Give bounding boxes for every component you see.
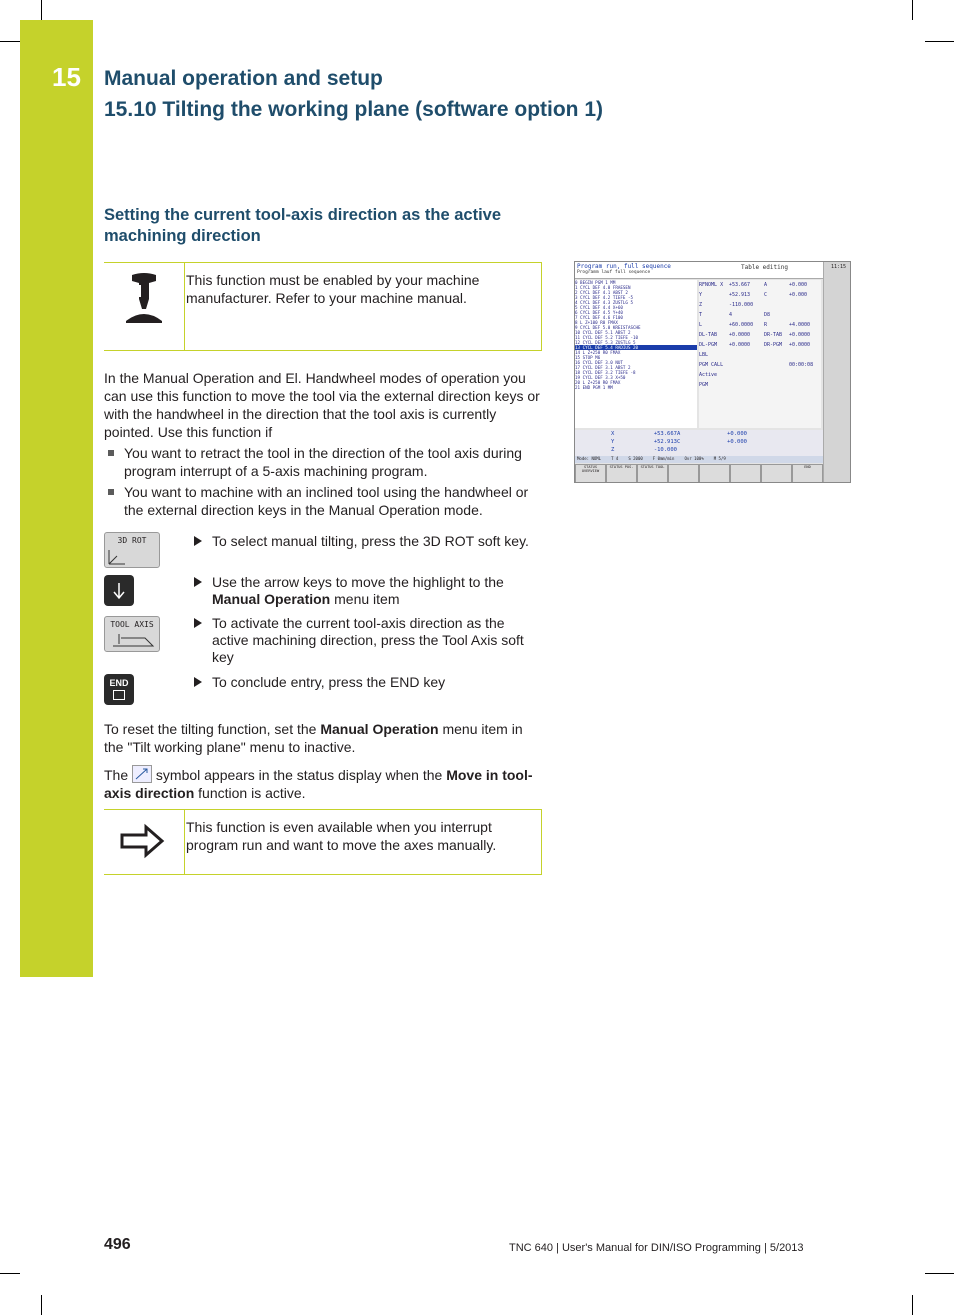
end-key[interactable] <box>104 674 134 705</box>
program-line: 4 CYCL DEF 4.3 ZUSTLG 5 <box>575 300 633 305</box>
status-row: Active PGM <box>699 372 718 388</box>
intro-paragraph: In the Manual Operation and El. Handwheel modes of operation you can use this function to move the tool via the external direction keys or with the handwheel in the direction that the tool axis is currently pointed. Use this function if <box>104 370 540 440</box>
position-row: Y +52.913 C +0.000 <box>611 439 747 445</box>
status-bar-item: F 0mm/min <box>652 456 675 461</box>
section-title: 15.10 Tilting the working plane (software option 1) <box>104 98 604 121</box>
status-row: RFNOML X +53.667 A +0.000 <box>699 282 808 288</box>
bullet-text: You want to retract the tool in the direction of the tool axis during program interrupt of a 5-axis machining program. <box>124 445 522 479</box>
program-line: 12 CYCL DEF 5.3 ZUSTLG 5 <box>575 340 636 345</box>
tool-axis-softkey[interactable] <box>104 616 160 652</box>
screen-softkey <box>668 464 699 483</box>
softkey-row <box>575 464 823 483</box>
program-line: 17 CYCL DEF 3.1 ABST 2 <box>575 365 631 370</box>
program-line: 1 CYCL DEF 4.0 FRAESEN <box>575 285 631 290</box>
end-square-icon <box>113 690 125 700</box>
crop-mark <box>912 0 913 20</box>
crop-mark <box>0 41 20 42</box>
softkey-label: 3D ROT <box>117 536 147 545</box>
softkey-label: TOOL AXIS <box>110 620 154 629</box>
screen-header <box>575 262 823 279</box>
program-line: 3 CYCL DEF 4.2 TIEFE -5 <box>575 295 633 300</box>
program-line: 18 CYCL DEF 3.2 TIEFE -8 <box>575 370 636 375</box>
status-panel <box>699 280 821 428</box>
note-text: This function is even available when you interrupt program run and want to move the axes manually. <box>186 819 497 853</box>
program-line: 14 L Z+250 R0 FMAX <box>575 350 621 355</box>
step-text: To select manual tilting, press the 3D ROT soft key. <box>212 533 529 549</box>
crop-mark <box>912 1295 913 1315</box>
screen-subtitle: Programm lauf full sequence <box>577 270 651 275</box>
symbol-paragraph <box>104 765 544 802</box>
tool-axis-icon <box>105 630 159 650</box>
program-listing <box>575 280 697 428</box>
step-text-bold: Manual Operation <box>212 591 331 607</box>
screen-softkey: STATUS OVERVIEW <box>575 464 606 483</box>
screen-tab: Table editing <box>741 264 788 271</box>
step-text: To activate the current tool-axis direction as the active machining direction, press the Tool Axis soft key <box>212 615 524 665</box>
screen-softkey <box>730 464 761 483</box>
status-row: LBL <box>699 352 709 358</box>
crop-mark <box>41 1295 42 1315</box>
chapter-title: Manual operation and setup <box>104 67 383 90</box>
screen-time: 11:15 <box>830 264 847 270</box>
screen-title: Program run, full sequence <box>577 263 671 270</box>
screen-softkey <box>699 464 730 483</box>
position-row: Z -10.000 <box>611 447 677 453</box>
program-line: 16 CYCL DEF 3.0 NUT <box>575 360 623 365</box>
reset-bold: Manual Operation <box>320 721 439 737</box>
machine-tool-icon <box>104 263 185 350</box>
program-line: 11 CYCL DEF 5.2 TIEFE -10 <box>575 335 639 340</box>
program-line: 13 CYCL DEF 5.4 RADIUS 20 <box>575 345 697 350</box>
program-line: 9 CYCL DEF 5.0 KREISTASCHE <box>575 325 641 330</box>
status-bar <box>575 456 823 463</box>
screen-softkey: STATUS TOOL <box>637 464 668 483</box>
symbol-bold: Move in tool-axis direction <box>104 767 533 801</box>
screen-softkey: STATUS POS. <box>606 464 637 483</box>
program-line: 21 END PGM 1 MM <box>575 385 613 390</box>
note-arrow <box>104 809 542 875</box>
vertical-softkeys <box>823 262 851 483</box>
reset-a: To reset the tilting function, set the <box>104 721 321 737</box>
status-row: DL-PGM +0.0000 DR-PGM +0.0000 <box>699 342 811 348</box>
status-row: DL-TAB +0.0000 DR-TAB +0.0000 <box>699 332 811 338</box>
program-line: 10 CYCL DEF 5.1 ABST 2 <box>575 330 631 335</box>
program-line: 8 L Z+100 R0 FMAX <box>575 320 618 325</box>
step-item <box>192 533 542 550</box>
program-line: 19 CYCL DEF 3.3 X+50 <box>575 375 626 380</box>
step-item <box>192 615 542 666</box>
axes-icon <box>105 546 159 566</box>
reset-b: menu item in the "Tilt working plane" menu to inactive. <box>104 721 523 755</box>
program-line: 7 CYCL DEF 4.6 F100 <box>575 315 623 320</box>
bullet-item <box>104 444 544 480</box>
footer-doc-info: TNC 640 | User's Manual for DIN/ISO Programming | 5/2013 <box>509 1242 804 1254</box>
3d-rot-softkey[interactable] <box>104 532 160 568</box>
status-row: T 4 D8 <box>699 312 771 318</box>
status-bar-item: T 4 <box>611 456 619 461</box>
chapter-sidebar <box>20 20 93 977</box>
status-row: Z -110.000 <box>699 302 754 308</box>
move-tool-axis-icon <box>132 765 152 783</box>
program-line: 6 CYCL DEF 4.5 Y+40 <box>575 310 623 315</box>
program-line: 2 CYCL DEF 4.1 ABST 2 <box>575 290 628 295</box>
status-bar-item: M 5/9 <box>713 456 726 461</box>
bullet-item <box>104 483 544 519</box>
symbol-c: function is active. <box>194 785 306 801</box>
note-machine <box>104 262 542 351</box>
program-line: 0 BEGIN PGM 1 MM <box>575 280 616 285</box>
program-line: 5 CYCL DEF 4.4 X+60 <box>575 305 623 310</box>
program-line: 15 STOP M6 <box>575 355 601 360</box>
bullet-text: You want to machine with an inclined tool using the handwheel or the external direction keys in the Manual Operation mode. <box>124 484 529 518</box>
arrow-down-icon <box>104 575 134 606</box>
chapter-number: 15 <box>52 62 81 92</box>
screen-softkey: END <box>792 464 823 483</box>
step-text-b: menu item <box>330 591 400 607</box>
status-row: PGM CALL 00:00:08 <box>699 362 814 368</box>
step-text-a: Use the arrow keys to move the highlight to the <box>212 574 504 590</box>
program-line: 20 L Z+250 R0 FMAX <box>575 380 621 385</box>
page-number: 496 <box>104 1236 131 1253</box>
reset-paragraph <box>104 720 544 756</box>
status-bar-item: Ovr 100% <box>684 456 704 461</box>
step-item <box>192 574 542 608</box>
position-row: X +53.667 A +0.000 <box>611 431 747 437</box>
note-text: This function must be enabled by your machine manufacturer. Refer to your machine manual. <box>186 272 480 306</box>
crop-mark <box>925 41 954 42</box>
screen-softkey <box>761 464 792 483</box>
symbol-b: symbol appears in the status display when the <box>152 767 447 783</box>
arrow-right-icon <box>104 810 185 874</box>
end-key-label: END <box>109 678 129 688</box>
step-item <box>192 674 542 691</box>
crop-mark <box>0 1273 20 1274</box>
control-screenshot <box>574 261 851 483</box>
crop-mark <box>41 0 42 20</box>
crop-mark <box>925 1273 954 1274</box>
status-bar-item: Mode: NOML <box>577 456 602 461</box>
status-row: Y +52.913 C +0.000 <box>699 292 808 298</box>
status-bar-item: S 2000 <box>628 456 643 461</box>
step-text: To conclude entry, press the END key <box>212 674 446 690</box>
symbol-a: The <box>104 767 133 783</box>
status-row: L +60.0000 R +4.0000 <box>699 322 811 328</box>
arrow-down-key[interactable] <box>104 575 134 606</box>
section-heading: Setting the current tool-axis direction as the active machining direction <box>104 206 502 245</box>
